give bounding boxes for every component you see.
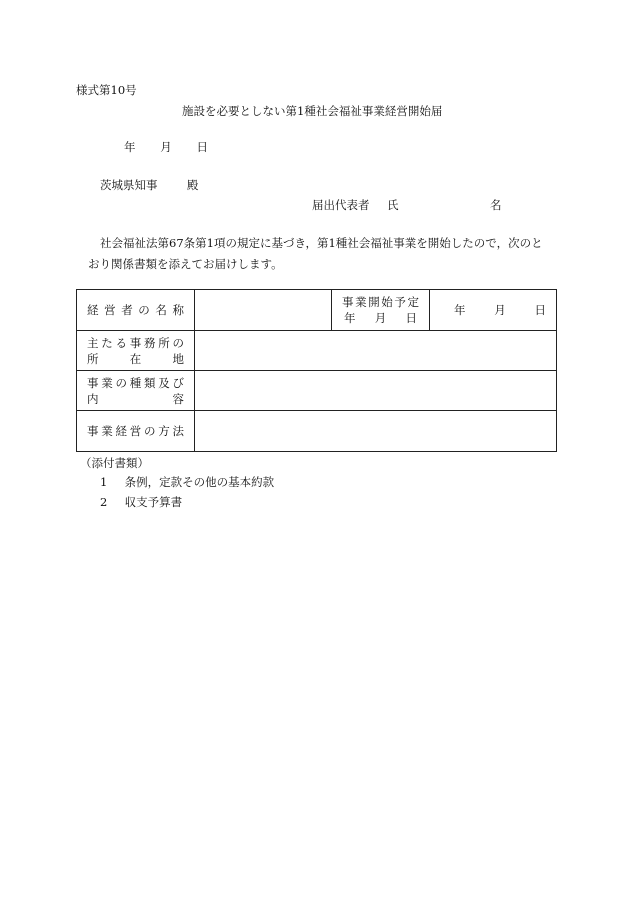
label-char: 業 xyxy=(101,424,113,438)
representative-shi: 氏 xyxy=(387,198,399,212)
label-char: 名 xyxy=(155,303,167,317)
attachment-number: 1 xyxy=(100,475,108,489)
date-month-label: 月 xyxy=(160,140,172,154)
label-char: 年 xyxy=(344,311,356,325)
representative-label: 届出代表者 xyxy=(312,198,370,212)
start-date-label xyxy=(332,290,430,331)
management-method-label xyxy=(77,411,195,452)
label-char: 内 xyxy=(87,391,99,406)
attachment-text: 条例，定款その他の基本約款 xyxy=(124,475,275,489)
label-char: 年 xyxy=(454,303,466,317)
table-row xyxy=(77,411,557,452)
label-char: の xyxy=(115,375,127,390)
label-char: 称 xyxy=(172,303,184,317)
start-date-field[interactable] xyxy=(430,290,557,331)
label-char: 及 xyxy=(158,375,170,390)
label-char: 務 xyxy=(144,335,156,350)
label-char: 事 xyxy=(342,295,354,309)
label-char: 所 xyxy=(158,335,170,350)
office-location-label xyxy=(77,331,195,371)
date-year-label: 年 xyxy=(124,140,136,154)
label-char: 容 xyxy=(172,391,184,406)
label-char: び xyxy=(172,375,184,390)
business-type-label xyxy=(77,371,195,411)
label-char: 所 xyxy=(87,351,99,366)
addressee-name: 茨城県知事 xyxy=(100,178,158,192)
office-location-field[interactable] xyxy=(195,331,557,371)
label-char: る xyxy=(115,335,127,350)
body-text-line2: おり関係書類を添えてお届けします。 xyxy=(88,257,283,271)
management-method-field[interactable] xyxy=(195,411,557,452)
label-char: 主 xyxy=(87,335,99,350)
document-title: 施設を必要としない第1種社会福祉事業経営開始届 xyxy=(182,104,443,118)
label-char: 営 xyxy=(104,303,116,317)
label-char: 業 xyxy=(101,375,113,390)
date-line xyxy=(124,142,208,154)
operator-name-field[interactable] xyxy=(195,290,332,331)
attachment-item xyxy=(100,497,182,509)
label-char: 業 xyxy=(355,295,367,309)
label-char: 始 xyxy=(381,295,393,309)
label-char: 経 xyxy=(87,303,99,317)
label-char: 類 xyxy=(144,375,156,390)
label-char: の xyxy=(172,335,184,350)
label-char: 者 xyxy=(121,303,133,317)
table-row xyxy=(77,290,557,331)
application-table xyxy=(76,289,557,452)
label-char: 経 xyxy=(115,424,127,438)
label-char: 定 xyxy=(407,295,419,309)
label-char: の xyxy=(144,424,156,438)
label-char: 地 xyxy=(172,351,184,366)
label-char: 日 xyxy=(405,311,417,325)
addressee-honorific: 殿 xyxy=(186,178,199,192)
label-char: 法 xyxy=(172,424,184,438)
label-char: 月 xyxy=(494,303,506,317)
label-char: 種 xyxy=(129,375,142,390)
body-text-line1: 社会福祉法第67条第1項の規定に基づき，第1種社会福祉事業を開始したので，次のと xyxy=(100,236,543,250)
label-char: 予 xyxy=(394,295,406,309)
label-char: 月 xyxy=(374,311,387,325)
label-char: 事 xyxy=(87,424,99,438)
label-char: 事 xyxy=(87,375,99,390)
form-number: 様式第10号 xyxy=(76,83,137,97)
attachment-item xyxy=(100,477,274,489)
addressee xyxy=(100,180,198,192)
attachment-text: 収支予算書 xyxy=(124,495,183,509)
operator-name-label xyxy=(77,290,195,331)
label-char: の xyxy=(138,303,150,317)
table-row xyxy=(77,371,557,411)
business-type-field[interactable] xyxy=(195,371,557,411)
label-char: 在 xyxy=(129,351,142,366)
table-row xyxy=(77,331,557,371)
representative-mei: 名 xyxy=(490,198,502,212)
date-day-label: 日 xyxy=(196,140,208,154)
attachment-number: 2 xyxy=(100,495,108,509)
label-char: 事 xyxy=(129,335,142,350)
label-char: た xyxy=(101,335,113,350)
label-char: 開 xyxy=(368,295,380,309)
label-char: 日 xyxy=(534,303,546,317)
label-char: 営 xyxy=(129,424,142,438)
attachments-heading: （添付書類） xyxy=(80,456,149,470)
label-char: 方 xyxy=(158,424,170,438)
